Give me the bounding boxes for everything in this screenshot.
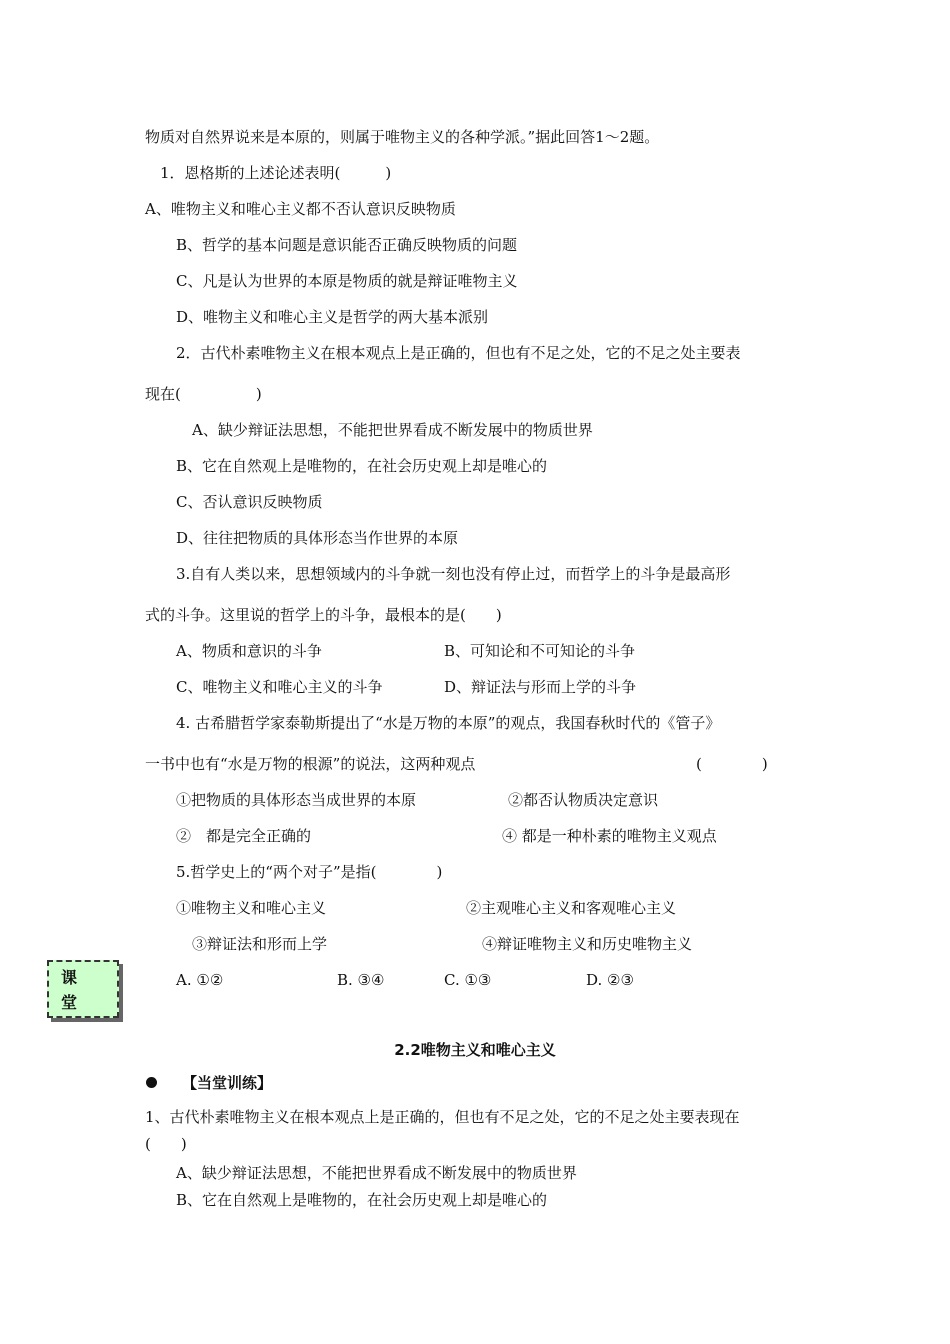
intro-text: 物质对自然界说来是本原的，则属于唯物主义的各种学派。”据此回答1～2题。 — [145, 128, 660, 146]
question-4-stem-line1: 4. 古希腊哲学家泰勒斯提出了“水是万物的本原”的观点，我国春秋时代的《管子》 — [176, 714, 721, 732]
question-3-option-c: C、唯物主义和唯心主义的斗争 — [176, 678, 383, 696]
question-1-option-d: D、唯物主义和唯心主义是哲学的两大基本派别 — [176, 308, 489, 326]
question-5-stem: 5.哲学史上的“两个对子”是指( ) — [176, 863, 443, 881]
question-5-choice-a: A. ①② — [176, 971, 224, 989]
question-2-stem-line1: 2．古代朴素唯物主义在根本观点上是正确的，但也有不足之处，它的不足之处主要表 — [176, 344, 741, 362]
question-5-choice-c: C. ①③ — [444, 971, 492, 989]
question-5-option-2: ②主观唯心主义和客观唯心主义 — [466, 899, 677, 917]
classroom-side-box — [47, 960, 119, 1018]
section-title: 2.2唯物主义和唯心主义 — [394, 1041, 556, 1059]
question-4-option-3: ② 都是完全正确的 — [176, 827, 312, 845]
question-2-option-d: D、往往把物质的具体形态当作世界的本原 — [176, 529, 459, 547]
question-3-stem-line1: 3.自有人类以来，思想领域内的斗争就一刻也没有停止过，而哲学上的斗争是最高形 — [176, 565, 731, 583]
question-1-option-b: B、哲学的基本问题是意识能否正确反映物质的问题 — [176, 236, 518, 254]
side-box-char-1: 课 — [61, 968, 78, 987]
bullet-dot-icon — [146, 1077, 157, 1088]
question-4-option-4: ④ 都是一种朴素的唯物主义观点 — [502, 827, 717, 845]
question-5-choice-b: B. ③④ — [337, 971, 385, 989]
question-3-option-b: B、可知论和不可知论的斗争 — [444, 642, 636, 660]
question-4-option-2: ②都否认物质决定意识 — [508, 791, 659, 809]
question-4-answer-paren: ( ) — [696, 755, 768, 773]
question-4-stem-line2: 一书中也有“水是万物的根源”的说法，这两种观点 — [145, 755, 476, 773]
practice-heading: 【当堂训练】 — [182, 1074, 273, 1092]
question-1-option-a: A、唯物主义和唯心主义都不否认意识反映物质 — [145, 200, 456, 218]
question-5-option-3: ③辩证法和形而上学 — [192, 935, 328, 953]
question-2-stem-line2: 现在( ) — [145, 385, 262, 403]
practice-1-stem-line1: 1、古代朴素唯物主义在根本观点上是正确的，但也有不足之处，它的不足之处主要表现在 — [145, 1108, 740, 1126]
question-3-option-d: D、辩证法与形而上学的斗争 — [444, 678, 637, 696]
question-3-stem-line2: 式的斗争。这里说的哲学上的斗争，最根本的是( ) — [145, 606, 502, 624]
practice-1-stem-line2: ( ) — [145, 1135, 187, 1153]
question-2-option-b: B、它在自然观上是唯物的，在社会历史观上却是唯心的 — [176, 457, 548, 475]
question-5-choice-d: D. ②③ — [586, 971, 634, 989]
practice-1-option-a: A、缺少辩证法思想，不能把世界看成不断发展中的物质世界 — [176, 1164, 577, 1182]
question-2-option-a: A、缺少辩证法思想，不能把世界看成不断发展中的物质世界 — [192, 421, 593, 439]
question-1-option-c: C、凡是认为世界的本原是物质的就是辩证唯物主义 — [176, 272, 518, 290]
question-2-option-c: C、否认意识反映物质 — [176, 493, 323, 511]
side-box-char-2: 堂 — [61, 993, 78, 1012]
question-4-option-1: ①把物质的具体形态当成世界的本原 — [176, 791, 417, 809]
question-5-option-1: ①唯物主义和唯心主义 — [176, 899, 327, 917]
question-5-option-4: ④辩证唯物主义和历史唯物主义 — [482, 935, 693, 953]
question-1-stem: 1．恩格斯的上述论述表明( ) — [160, 164, 392, 182]
question-3-option-a: A、物质和意识的斗争 — [176, 642, 322, 660]
practice-1-option-b: B、它在自然观上是唯物的，在社会历史观上却是唯心的 — [176, 1191, 548, 1209]
